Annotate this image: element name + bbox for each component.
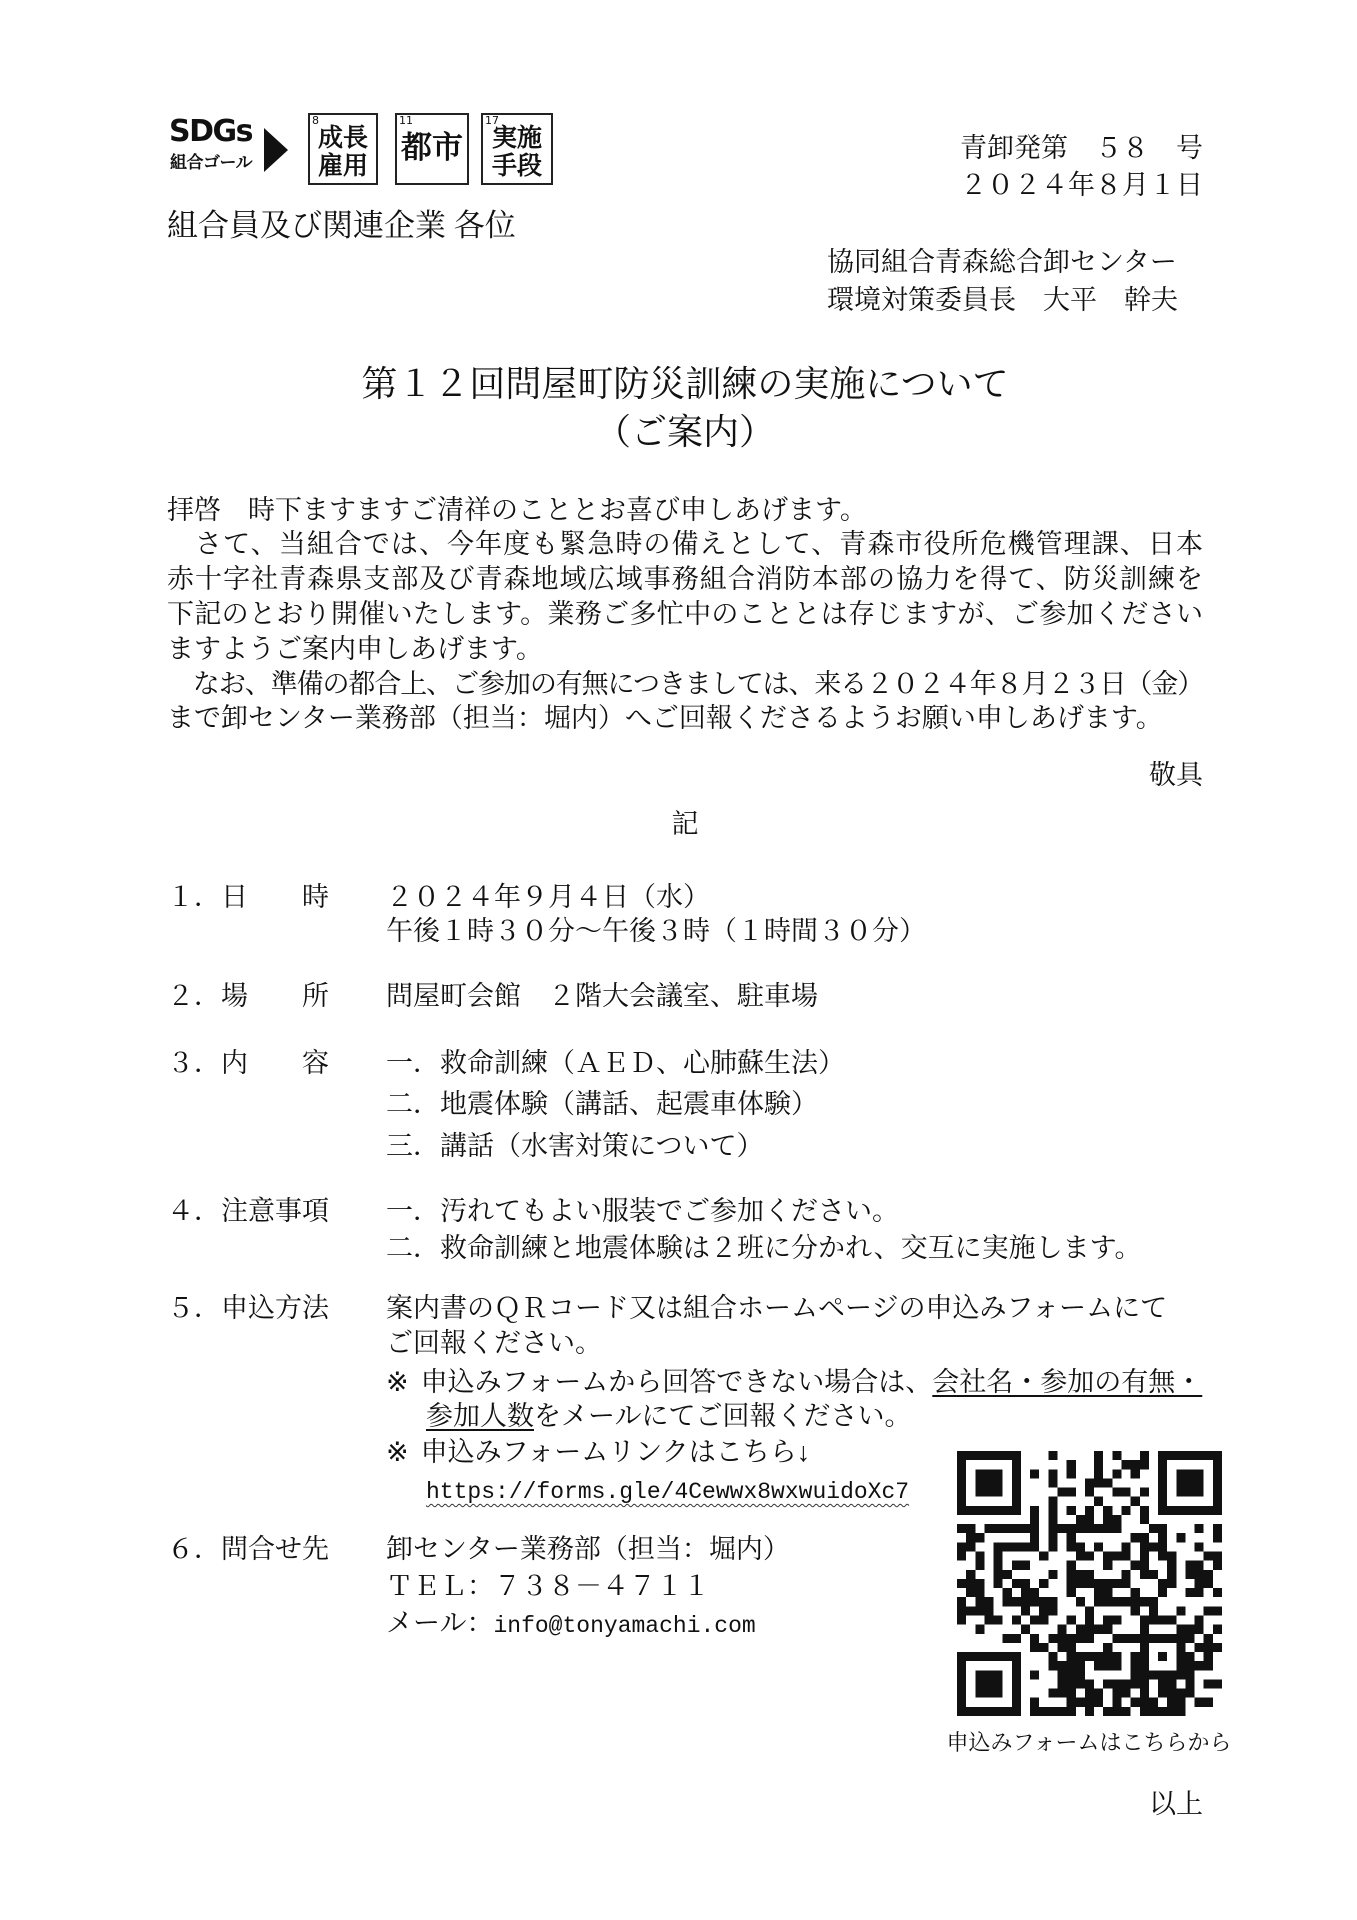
item-label: ２．場 所 <box>167 980 329 1011</box>
body-line: ますようご案内申しあげます。 <box>167 633 543 664</box>
body-line: なお、準備の都合上、ご参加の有無につきましては、来る２０２４年８月２３日（金） <box>167 668 1203 699</box>
note-underlined-text: 参加人数 <box>426 1401 534 1432</box>
qr-caption: 申込みフォームはこちらから <box>946 1730 1232 1755</box>
note-underlined-text: 会社名・参加の有無・ <box>932 1366 1203 1397</box>
goal-label-line: 雇用 <box>317 151 368 180</box>
email-address: info@tonyamachi.com <box>493 1613 756 1640</box>
page-title: 第１２回問屋町防災訓練の実施について <box>361 363 1009 404</box>
sdgs-goal-badge-11 <box>395 113 469 185</box>
note-text: をメールにてご回報ください。 <box>534 1401 912 1432</box>
item-label: ４．注意事項 <box>167 1196 329 1227</box>
body-line: 赤十字社青森県支部及び青森地域広域事務組合消防本部の協力を得て、防災訓練を <box>167 564 1203 595</box>
item-label: ６．問合せ先 <box>167 1534 329 1565</box>
sdgs-logo-text: SDGs <box>169 114 252 149</box>
triangle-arrow-icon <box>264 128 288 172</box>
goal-number: 11 <box>399 114 413 127</box>
item-line: 案内書のＱＲコード又は組合ホームページの申込みフォームにて <box>386 1292 1168 1323</box>
note-text: 申込みフォームリンクはこちら↓ <box>420 1437 811 1467</box>
goal-label <box>310 124 376 180</box>
goal-label <box>483 124 551 180</box>
item-line: 一．汚れてもよい服装でご参加ください。 <box>386 1196 899 1227</box>
goal-label-line: 都市 <box>401 130 463 166</box>
form-link-line <box>426 1472 909 1509</box>
item-line: 午後１時３０分～午後３時（１時間３０分） <box>386 916 926 947</box>
item-line: 一．救命訓練（ＡＥＤ、心肺蘇生法） <box>386 1048 845 1079</box>
item-label: １．日 時 <box>167 881 329 912</box>
document-number: 青卸発第 ５８ 号 <box>960 133 1203 163</box>
goal-label-line: 成長 <box>317 123 368 152</box>
item-line: ＴＥＬ：７３８－４７１１ <box>386 1571 710 1602</box>
item-line: 二．地震体験（講話、起震車体験） <box>386 1089 818 1119</box>
document-date: ２０２４年８月１日 <box>960 170 1203 200</box>
sender-organization: 協同組合青森総合卸センター <box>827 246 1177 277</box>
body-line: まで卸センター業務部（担当：堀内）へご回報くださるようお願い申しあげます。 <box>167 703 1163 734</box>
email-label: メール： <box>386 1608 494 1639</box>
goal-label-line: 手段 <box>491 151 542 180</box>
sender-name: 環境対策委員長 大平 幹夫 <box>827 285 1178 315</box>
item-line: 問屋町会館 ２階大会議室、駐車場 <box>386 980 818 1011</box>
goal-label-line: 実施 <box>491 123 542 152</box>
goal-number: 17 <box>485 114 499 127</box>
sdgs-goal-badge-8 <box>308 113 378 185</box>
item-line: 卸センター業務部（担当：堀内） <box>386 1534 790 1565</box>
body-line: 拝啓 時下ますますご清祥のこととお喜び申しあげます。 <box>167 494 867 525</box>
note-mark: ※ <box>386 1437 409 1467</box>
sdgs-goal-badge-17 <box>481 113 553 185</box>
closing-word: 敬具 <box>1149 759 1203 790</box>
end-mark: 以上 <box>1149 1788 1203 1819</box>
item-label: ５．申込方法 <box>167 1292 329 1323</box>
page-subtitle: （ご案内） <box>594 412 775 452</box>
email-line <box>386 1606 756 1643</box>
item-line: ご回報ください。 <box>386 1328 602 1359</box>
item-line: 二．救命訓練と地震体験は２班に分かれ、交互に実施します。 <box>386 1233 1142 1264</box>
addressee: 組合員及び関連企業 各位 <box>167 208 516 243</box>
ki-heading: 記 <box>671 809 699 839</box>
note-line <box>386 1435 810 1469</box>
letter-body <box>167 493 1203 737</box>
item-label: ３．内 容 <box>167 1048 329 1079</box>
note-mark: ※ <box>386 1366 409 1397</box>
note-text: 申込みフォームから回答できない場合は、 <box>420 1366 933 1397</box>
qr-code <box>957 1451 1222 1716</box>
goal-number: 8 <box>312 114 319 127</box>
body-line: さて、当組合では、今年度も緊急時の備えとして、青森市役所危機管理課、日本 <box>167 529 1203 560</box>
form-link[interactable]: https://forms.gle/4Cewwx8wxwuidoXc7 <box>426 1479 910 1505</box>
goal-label <box>397 129 467 167</box>
body-line: 下記のとおり開催いたします。業務ご多忙中のこととは存じますが、ご参加ください <box>167 598 1203 629</box>
note-line <box>426 1399 911 1433</box>
sdgs-logo-subtitle: 組合ゴール <box>170 153 253 173</box>
item-line: 三．講話（水害対策について） <box>386 1131 764 1161</box>
note-line <box>386 1365 1202 1399</box>
item-line: ２０２４年９月４日（水） <box>386 881 710 912</box>
